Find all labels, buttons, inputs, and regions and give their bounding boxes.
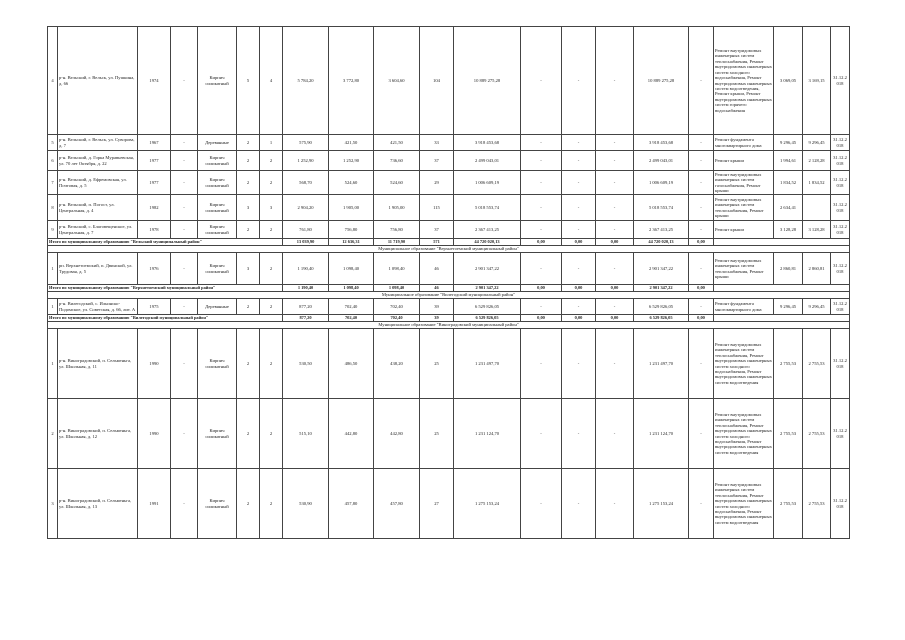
row-number: 1: [48, 299, 58, 315]
address: рп. Верхнетоемский, п. Двинской, ул. Трудовая, д. 5: [58, 253, 138, 285]
entrances: 2: [260, 221, 283, 239]
total-cost: 2 499 043,01: [454, 151, 521, 171]
row-number: 9: [48, 221, 58, 239]
total-cost: 6 529 826,05: [454, 315, 521, 322]
residential-area: 1 098,40: [374, 253, 420, 285]
floors: 3: [237, 253, 260, 285]
completion-date: 31.12.2018: [831, 135, 850, 151]
entrances: 2: [260, 399, 283, 469]
floors: 2: [237, 329, 260, 399]
fund-owners: 3 918 453,68: [634, 135, 689, 151]
total-cost: 1 231 497,70: [454, 329, 521, 399]
living-area: 421,50: [329, 135, 374, 151]
year-built: 1990: [138, 329, 171, 399]
wall-material: Деревянные: [198, 135, 237, 151]
fund-regional: -: [562, 135, 596, 151]
fund-other: -: [689, 135, 714, 151]
residents: 115: [420, 195, 454, 221]
total-cost: 10 889 275,28: [454, 27, 521, 135]
year-reconstructed: -: [171, 151, 198, 171]
fund-regional: -: [562, 253, 596, 285]
row-number: 6: [48, 151, 58, 171]
subtotal-label: Итого по муниципальному образованию "Вельский муниципальный район": [48, 239, 283, 246]
fund-federal: -: [521, 171, 562, 195]
floors: 2: [237, 171, 260, 195]
year-reconstructed: -: [171, 27, 198, 135]
completion-date: 31.12.2018: [831, 27, 850, 135]
unit-cost: 1 994,61: [774, 151, 803, 171]
work-types: Ремонт внутридомовых инженерных систем газоснабжения, Ремонт крыши: [714, 171, 774, 195]
fund-federal: -: [521, 135, 562, 151]
document-page: [47, 26, 849, 539]
total-cost: 2 901 347,22: [454, 285, 521, 292]
year-built: 1977: [138, 171, 171, 195]
fund-municipal: -: [596, 221, 634, 239]
living-area: 457,80: [329, 469, 374, 539]
fund-owners: 2 901 347,22: [634, 253, 689, 285]
total-area: 530,50: [283, 329, 329, 399]
subtotal-label: Итого по муниципальному образованию "Верхнетоемский муниципальный район": [48, 285, 283, 292]
fund-regional: -: [562, 399, 596, 469]
fund-owners: 1 275 153,24: [634, 469, 689, 539]
fund-other: -: [689, 221, 714, 239]
section-header-row: [48, 246, 850, 253]
fund-municipal: -: [596, 171, 634, 195]
total-cost: 2 367 413,25: [454, 221, 521, 239]
wall-material: Кирпич силикатный: [198, 195, 237, 221]
completion-date: 31.12.2018: [831, 195, 850, 221]
year-built: 1978: [138, 221, 171, 239]
residents: 37: [420, 151, 454, 171]
entrances: 1: [260, 135, 283, 151]
work-types: Ремонт внутридомовых инженерных систем теплоснабжения, Ремонт внутридомовых инженерных систем холодного водоснабжения, Ремонт внутридомовых инженерных систем водоотведения: [714, 469, 774, 539]
table-row: [48, 135, 850, 151]
table-row: [48, 27, 850, 135]
entrances: 2: [260, 253, 283, 285]
residential-area: 1 098,40: [374, 285, 420, 292]
floors: 2: [237, 299, 260, 315]
fund-regional: -: [562, 299, 596, 315]
living-area: 1 098,40: [329, 285, 374, 292]
max-unit-cost: [803, 195, 831, 221]
wall-material: Кирпич силикатный: [198, 469, 237, 539]
fund-owners: 6 529 826,05: [634, 315, 689, 322]
fund-other: 0,00: [689, 285, 714, 292]
fund-owners: 1 231 497,70: [634, 329, 689, 399]
year-built: 1975: [138, 299, 171, 315]
total-area: 877,20: [283, 299, 329, 315]
residential-area: 736,60: [374, 151, 420, 171]
subtotal-row: [48, 239, 850, 246]
work-types: Ремонт внутридомовых инженерных систем теплоснабжения, Ремонт внутридомовых инженерных систем холодного водоснабжения, Ремонт внутридомовых инженерных систем водоотведения, Ремонт крыши, Ремонт внутридомовых инженерных систем горячего водоснабжения: [714, 27, 774, 135]
year-built: 1976: [138, 253, 171, 285]
fund-other: -: [689, 299, 714, 315]
table-row: [48, 399, 850, 469]
fund-municipal: 0,00: [596, 239, 634, 246]
residents: 39: [420, 299, 454, 315]
fund-other: -: [689, 195, 714, 221]
residential-area: 438,20: [374, 329, 420, 399]
year-reconstructed: -: [171, 469, 198, 539]
total-cost: 1 231 124,70: [454, 399, 521, 469]
residents: 104: [420, 27, 454, 135]
section-header-row: [48, 322, 850, 329]
work-types: Ремонт крыши: [714, 151, 774, 171]
total-area: 1 190,40: [283, 253, 329, 285]
fund-municipal: -: [596, 399, 634, 469]
year-reconstructed: -: [171, 171, 198, 195]
year-built: 1982: [138, 195, 171, 221]
total-cost: 5 018 553,74: [454, 195, 521, 221]
row-number: 3: [48, 469, 58, 539]
max-unit-cost: 2 755,53: [803, 329, 831, 399]
residents: 25: [420, 329, 454, 399]
fund-federal: -: [521, 253, 562, 285]
total-cost: 44 720 020,13: [454, 239, 521, 246]
residential-area: 457,80: [374, 469, 420, 539]
total-cost: 3 918 453,68: [454, 135, 521, 151]
floors: 2: [237, 221, 260, 239]
address: р-н. Вельский, п. Погост, ул. Центральная, д. 4: [58, 195, 138, 221]
fund-municipal: 0,00: [596, 315, 634, 322]
fund-regional: -: [562, 27, 596, 135]
year-reconstructed: -: [171, 221, 198, 239]
fund-municipal: -: [596, 299, 634, 315]
unit-cost: 2 755,53: [774, 469, 803, 539]
subtotal-label: Итого по муниципальному образованию "Вилегодский муниципальный район": [48, 315, 283, 322]
year-built: 1974: [138, 27, 171, 135]
fund-federal: -: [521, 151, 562, 171]
year-built: 1990: [138, 399, 171, 469]
address: р-н. Виноградовский, п. Сельменьга, ул. Школьная, д. 13: [58, 469, 138, 539]
living-area: 702,40: [329, 299, 374, 315]
wall-material: Кирпич силикатный: [198, 27, 237, 135]
year-reconstructed: -: [171, 299, 198, 315]
section-title: Муниципальное образование "Виноградовский муниципальный район": [48, 322, 850, 329]
unit-cost: 9 296,45: [774, 299, 803, 315]
completion-date: 31.12.2018: [831, 399, 850, 469]
fund-municipal: 0,00: [596, 285, 634, 292]
total-area: 5 784,20: [283, 27, 329, 135]
max-unit-cost: 2 755,53: [803, 469, 831, 539]
section-header-row: [48, 292, 850, 299]
address: р-н. Вельский, г. Вельск, ул. Суворова, д. 7: [58, 135, 138, 151]
work-types: Ремонт внутридомовых инженерных систем теплоснабжения, Ремонт крыши: [714, 195, 774, 221]
work-types: Ремонт крыши: [714, 221, 774, 239]
residential-area: 1 905,00: [374, 195, 420, 221]
unit-cost: 2 755,53: [774, 399, 803, 469]
living-area: 3 772,80: [329, 27, 374, 135]
total-cost: 6 529 826,05: [454, 299, 521, 315]
living-area: 442,80: [329, 399, 374, 469]
fund-municipal: -: [596, 151, 634, 171]
fund-regional: -: [562, 329, 596, 399]
fund-owners: 6 529 826,05: [634, 299, 689, 315]
floors: 5: [237, 27, 260, 135]
total-area: 877,20: [283, 315, 329, 322]
floors: 2: [237, 135, 260, 151]
table-row: [48, 151, 850, 171]
subtotal-row: [48, 285, 850, 292]
empty-cell: [714, 285, 850, 292]
fund-owners: 44 720 020,13: [634, 239, 689, 246]
entrances: 2: [260, 299, 283, 315]
fund-regional: -: [562, 195, 596, 221]
residents: 46: [420, 253, 454, 285]
completion-date: 31.12.2018: [831, 299, 850, 315]
total-area: 1 252,90: [283, 151, 329, 171]
fund-other: -: [689, 329, 714, 399]
unit-cost: 2 634,41: [774, 195, 803, 221]
work-types: Ремонт внутридомовых инженерных систем теплоснабжения, Ремонт внутридомовых инженерных систем холодного водоснабжения, Ремонт внутридомовых инженерных систем водоотведения: [714, 399, 774, 469]
fund-federal: -: [521, 27, 562, 135]
fund-other: -: [689, 171, 714, 195]
entrances: 4: [260, 27, 283, 135]
fund-regional: 0,00: [562, 285, 596, 292]
fund-owners: 2 901 347,22: [634, 285, 689, 292]
living-area: 702,40: [329, 315, 374, 322]
fund-federal: -: [521, 329, 562, 399]
fund-municipal: -: [596, 253, 634, 285]
residents: 29: [420, 171, 454, 195]
table-row: [48, 329, 850, 399]
fund-municipal: -: [596, 135, 634, 151]
total-cost: 1 275 153,24: [454, 469, 521, 539]
completion-date: 31.12.2018: [831, 221, 850, 239]
empty-cell: [714, 315, 850, 322]
row-number: 2: [48, 399, 58, 469]
living-area: 12 636,31: [329, 239, 374, 246]
max-unit-cost: 1 834,52: [803, 171, 831, 195]
year-reconstructed: -: [171, 195, 198, 221]
fund-owners: 1 006 609,19: [634, 171, 689, 195]
completion-date: 31.12.2018: [831, 171, 850, 195]
fund-other: 0,00: [689, 315, 714, 322]
address: р-н. Вельский, с. Благовещенское, ул. Центральная, д. 7: [58, 221, 138, 239]
table-row: [48, 469, 850, 539]
unit-cost: 9 296,45: [774, 135, 803, 151]
fund-other: -: [689, 253, 714, 285]
living-area: 1 905,00: [329, 195, 374, 221]
fund-federal: -: [521, 299, 562, 315]
floors: 3: [237, 195, 260, 221]
unit-cost: 3 128,28: [774, 221, 803, 239]
fund-municipal: -: [596, 195, 634, 221]
work-types: Ремонт фундамента многоквартирного дома: [714, 135, 774, 151]
living-area: 1 098,40: [329, 253, 374, 285]
residential-area: 3 604,60: [374, 27, 420, 135]
fund-regional: -: [562, 151, 596, 171]
table-row: [48, 195, 850, 221]
wall-material: Кирпич силикатный: [198, 221, 237, 239]
residents: 39: [420, 315, 454, 322]
address: р-н. Виноградовский, п. Сельменьга, ул. Школьная, д. 12: [58, 399, 138, 469]
total-area: 2 904,20: [283, 195, 329, 221]
unit-cost: 2 860,81: [774, 253, 803, 285]
table-row: [48, 171, 850, 195]
residents: 571: [420, 239, 454, 246]
wall-material: Кирпич силикатный: [198, 329, 237, 399]
fund-other: -: [689, 399, 714, 469]
total-area: 1 190,40: [283, 285, 329, 292]
section-title: Муниципальное образование "Вилегодский муниципальный район": [48, 292, 850, 299]
fund-other: -: [689, 151, 714, 171]
max-unit-cost: 9 296,45: [803, 135, 831, 151]
max-unit-cost: 2 860,81: [803, 253, 831, 285]
max-unit-cost: 3 128,28: [803, 221, 831, 239]
max-unit-cost: 9 296,45: [803, 299, 831, 315]
living-area: 756,80: [329, 221, 374, 239]
total-area: 515,10: [283, 399, 329, 469]
max-unit-cost: 2 755,53: [803, 399, 831, 469]
floors: 2: [237, 151, 260, 171]
unit-cost: 1 834,52: [774, 171, 803, 195]
floors: 2: [237, 399, 260, 469]
completion-date: 31.12.2018: [831, 151, 850, 171]
residential-area: 442,80: [374, 399, 420, 469]
year-built: 1991: [138, 469, 171, 539]
fund-federal: -: [521, 195, 562, 221]
total-cost: 1 006 609,19: [454, 171, 521, 195]
fund-municipal: -: [596, 329, 634, 399]
completion-date: 31.12.2018: [831, 253, 850, 285]
address: р-н. Вельский, д. Горка Муравьевская, ул. 70 лет Октября, д. 22: [58, 151, 138, 171]
subtotal-row: [48, 315, 850, 322]
residential-area: 702,40: [374, 299, 420, 315]
unit-cost: 2 755,53: [774, 329, 803, 399]
fund-owners: 1 231 124,70: [634, 399, 689, 469]
year-built: 1977: [138, 151, 171, 171]
fund-regional: 0,00: [562, 239, 596, 246]
residents: 25: [420, 399, 454, 469]
wall-material: Кирпич силикатный: [198, 151, 237, 171]
fund-federal: -: [521, 399, 562, 469]
work-types: Ремонт внутридомовых инженерных систем теплоснабжения, Ремонт крыши: [714, 253, 774, 285]
fund-federal: 0,00: [521, 239, 562, 246]
fund-owners: 2 499 043,01: [634, 151, 689, 171]
table-row: [48, 299, 850, 315]
fund-owners: 5 018 553,74: [634, 195, 689, 221]
row-number: 8: [48, 195, 58, 221]
total-area: 568,70: [283, 171, 329, 195]
year-reconstructed: -: [171, 253, 198, 285]
unit-cost: 3 069,05: [774, 27, 803, 135]
residential-area: 702,40: [374, 315, 420, 322]
fund-owners: 2 367 413,25: [634, 221, 689, 239]
residential-area: 421,50: [374, 135, 420, 151]
row-number: 5: [48, 135, 58, 151]
section-title: Муниципальное образование "Верхнетоемский муниципальный район": [48, 246, 850, 253]
completion-date: 31.12.2018: [831, 329, 850, 399]
capital-repair-table: [47, 26, 850, 539]
fund-regional: -: [562, 469, 596, 539]
work-types: Ремонт внутридомовых инженерных систем теплоснабжения, Ремонт внутридомовых инженерных систем холодного водоснабжения, Ремонт внутридомовых инженерных систем водоотведения: [714, 329, 774, 399]
fund-regional: -: [562, 171, 596, 195]
fund-federal: 0,00: [521, 285, 562, 292]
residential-area: 11 719,90: [374, 239, 420, 246]
living-area: 524,60: [329, 171, 374, 195]
year-reconstructed: -: [171, 329, 198, 399]
residents: 46: [420, 285, 454, 292]
work-types: Ремонт фундамента многоквартирного дома: [714, 299, 774, 315]
floors: 2: [237, 469, 260, 539]
address: р-н. Вилегодский, с. Ильинско-Подомское, ул. Советская, д. 66, лит. А: [58, 299, 138, 315]
address: р-н. Вельский, д. Ефремовская, ул. Почтовая, д. 5: [58, 171, 138, 195]
wall-material: Кирпич силикатный: [198, 171, 237, 195]
fund-other: -: [689, 469, 714, 539]
max-unit-cost: 2 128,28: [803, 151, 831, 171]
fund-federal: 0,00: [521, 315, 562, 322]
residential-area: 756,80: [374, 221, 420, 239]
wall-material: Кирпич силикатный: [198, 399, 237, 469]
residential-area: 524,60: [374, 171, 420, 195]
completion-date: 31.12.2018: [831, 469, 850, 539]
entrances: 2: [260, 469, 283, 539]
fund-other: -: [689, 27, 714, 135]
address: р-н. Вельский, г. Вельск, ул. Пушкина, д. 66: [58, 27, 138, 135]
fund-regional: 0,00: [562, 315, 596, 322]
address: р-н. Виноградовский, п. Сельменьга, ул. Школьная, д. 11: [58, 329, 138, 399]
year-reconstructed: -: [171, 135, 198, 151]
empty-cell: [714, 239, 850, 246]
row-number: 1: [48, 253, 58, 285]
row-number: 1: [48, 329, 58, 399]
fund-regional: -: [562, 221, 596, 239]
wall-material: Кирпич силикатный: [198, 253, 237, 285]
table-row: [48, 253, 850, 285]
entrances: 3: [260, 195, 283, 221]
entrances: 2: [260, 151, 283, 171]
fund-municipal: -: [596, 27, 634, 135]
wall-material: Деревянные: [198, 299, 237, 315]
residents: 37: [420, 221, 454, 239]
total-area: 761,80: [283, 221, 329, 239]
year-reconstructed: -: [171, 399, 198, 469]
living-area: 1 252,90: [329, 151, 374, 171]
fund-federal: -: [521, 221, 562, 239]
row-number: 7: [48, 171, 58, 195]
max-unit-cost: 3 169,15: [803, 27, 831, 135]
total-area: 13 039,90: [283, 239, 329, 246]
fund-municipal: -: [596, 469, 634, 539]
residents: 33: [420, 135, 454, 151]
table-body: [48, 27, 850, 539]
fund-owners: 10 889 275,28: [634, 27, 689, 135]
fund-federal: -: [521, 469, 562, 539]
total-area: 575,90: [283, 135, 329, 151]
total-area: 530,90: [283, 469, 329, 539]
year-built: 1967: [138, 135, 171, 151]
total-cost: 2 901 347,22: [454, 253, 521, 285]
entrances: 2: [260, 171, 283, 195]
living-area: 486,50: [329, 329, 374, 399]
row-number: 4: [48, 27, 58, 135]
residents: 27: [420, 469, 454, 539]
entrances: 2: [260, 329, 283, 399]
table-row: [48, 221, 850, 239]
fund-other: 0,00: [689, 239, 714, 246]
